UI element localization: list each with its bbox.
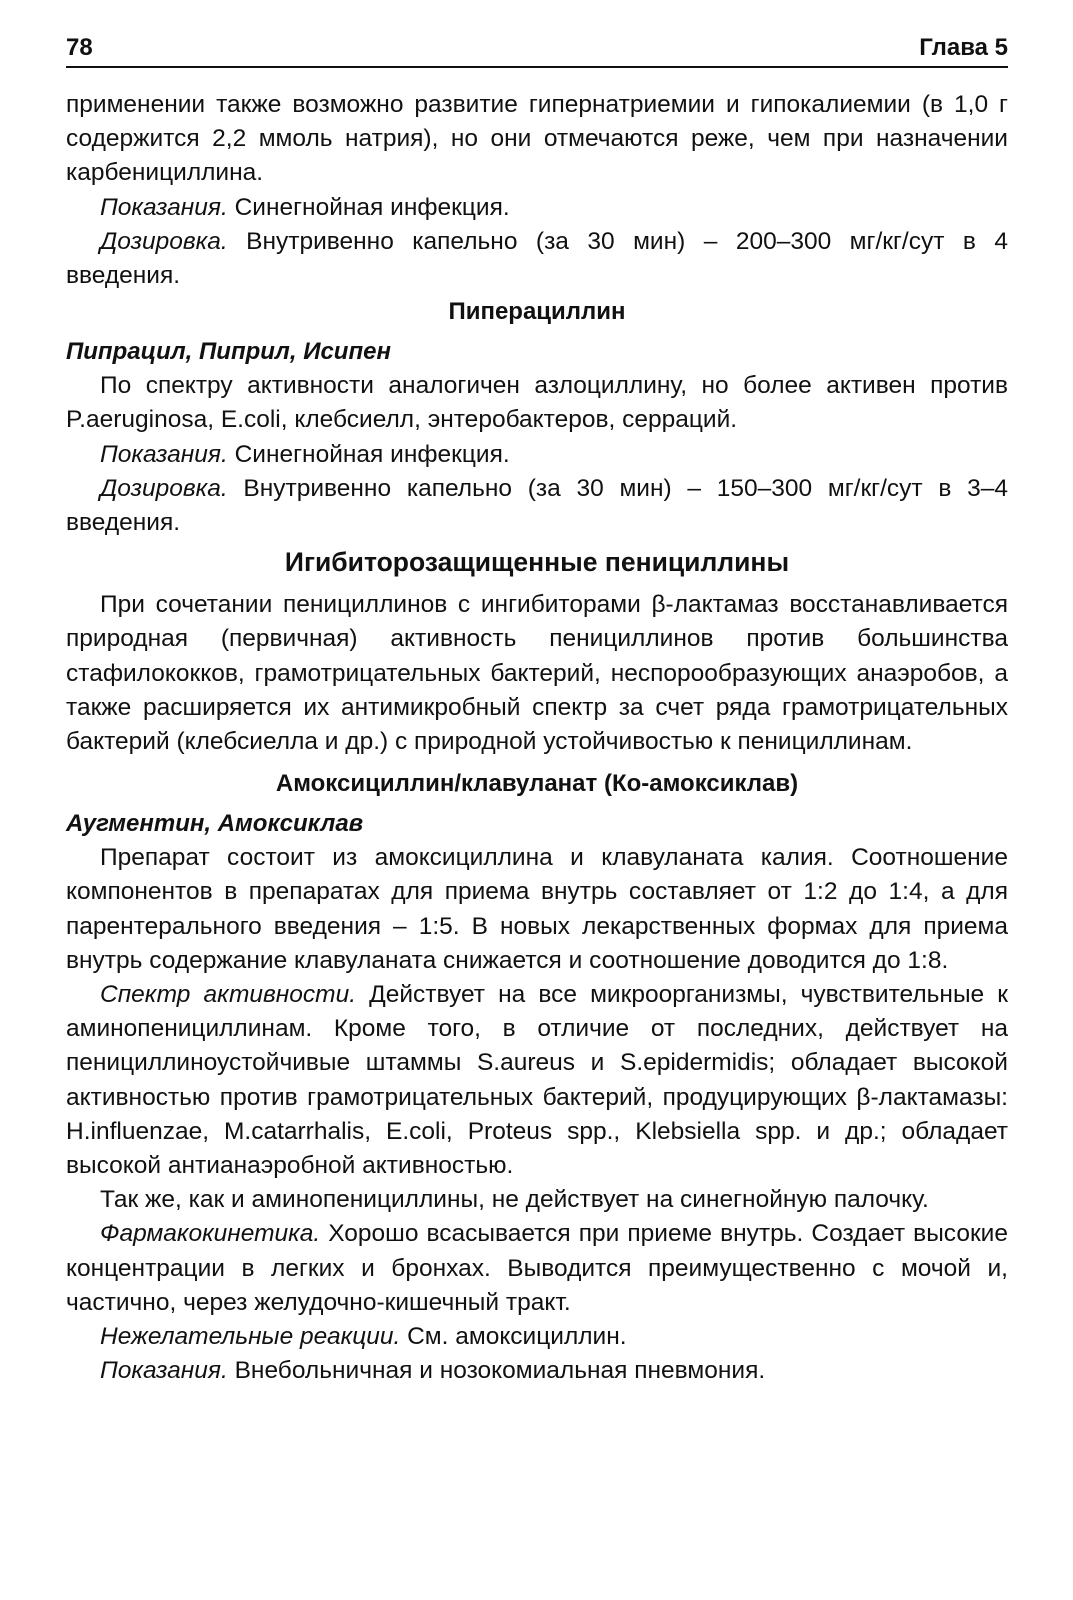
page-number: 78 [66,34,93,61]
amoxiclav-adverse-reactions [66,1320,1008,1354]
intro-indications [66,191,1008,225]
piperacillin-trade-names: Пипрацил, Пиприл, Исипен [66,338,391,366]
intro-dosage [66,225,1008,293]
piperacillin-heading: Пиперациллин [448,298,626,326]
indications-label: Показания. [100,440,228,468]
dosage-text: Внутривенно капельно (за 30 мин) – 150–300 мг/кг/сут в 3–4 введения. [66,474,1008,537]
page-content [66,88,1008,1389]
piperacillin-description: По спектру активности аналогичен азлоциллину, но более активен против P.aeruginosa, E.coli, клебсиелл, энтеробактеров, серраций. [66,372,1008,434]
amoxiclav-pharmacokinetics [66,1217,1008,1320]
amoxiclav-indications [66,1354,1008,1388]
adverse-reactions-text: См. амоксициллин. [400,1323,627,1351]
indications-text: Внебольничная и нозокомиальная пневмония. [227,1357,766,1385]
chapter-title: Глава 5 [919,34,1008,61]
piperacillin-indications [66,438,1008,472]
inhibitor-section-heading: Игибиторозащищенные пенициллины [284,547,790,578]
intro-paragraph: применении также возможно развитие гипернатриемии и гипокалиемии (в 1,0 г содержится 2,2 ммоль натрия), но они отмечаются реже, чем при назначении карбенициллина. [66,91,1008,187]
amoxiclav-heading: Амоксициллин/клавуланат (Ко-амоксиклав) [275,770,799,798]
spectrum-label: Спектр активности. [100,981,357,1009]
amoxiclav-spectrum [66,978,1008,1183]
adverse-reactions-label: Нежелательные реакции. [100,1323,401,1351]
dosage-label: Дозировка. [100,474,228,502]
dosage-text: Внутривенно капельно (за 30 мин) – 200–300 мг/кг/сут в 4 введения. [66,227,1008,290]
page-header [66,30,1008,68]
pharmacokinetics-label: Фармакокинетика. [100,1220,321,1248]
pharmacokinetics-text: Хорошо всасывается при приеме внутрь. Создает высокие концентрации в легких и бронхах. Выводится преимущественно с мочой и, частично, через желудочно-кишечный тракт. [66,1220,1008,1316]
spectrum-text: Действует на все микроорганизмы, чувствительные к аминопенициллинам. Кроме того, в отличие от последних, действует на пенициллиноустойчивые штаммы S.aureus и S.epidermidis; обладает высокой активностью против грамотрицательных бактерий, продуцирующих β-лактамазы: H.influenzae, M.catarrhalis, E.coli, Proteus spp., Klebsiella spp. и др.; обладает высокой антианаэробной активностью. [66,981,1009,1180]
amoxiclav-pseudomonas-note: Так же, как и аминопенициллины, не действует на синегнойную палочку. [100,1186,929,1214]
indications-text: Синегнойная инфекция. [227,193,510,221]
dosage-label: Дозировка. [100,227,228,255]
indications-text: Синегнойная инфекция. [227,440,510,468]
amoxiclav-trade-names: Аугментин, Амоксиклав [66,810,364,838]
indications-label: Показания. [100,1357,228,1385]
indications-label: Показания. [100,193,228,221]
piperacillin-dosage [66,472,1008,540]
inhibitor-section-paragraph: При сочетании пенициллинов с ингибиторами β-лактамаз восстанавливается природная (первичная) активность пенициллинов против большинства стафилококков, грамотрицательных бактерий, неспорообразующих анаэробов, а также расширяется их антимикробный спектр за счет ряда грамотрицательных бактерий (клебсиелла и др.) с природной устойчивостью к пенициллинам. [66,591,1008,756]
amoxiclav-composition: Препарат состоит из амоксициллина и клавуланата калия. Соотношение компонентов в препаратах для приема внутрь составляет от 1:2 до 1:4, а для парентерального введения – 1:5. В новых лекарственных формах для приема внутрь содержание клавуланата снижается и соотношение доводится до 1:8. [66,844,1008,974]
